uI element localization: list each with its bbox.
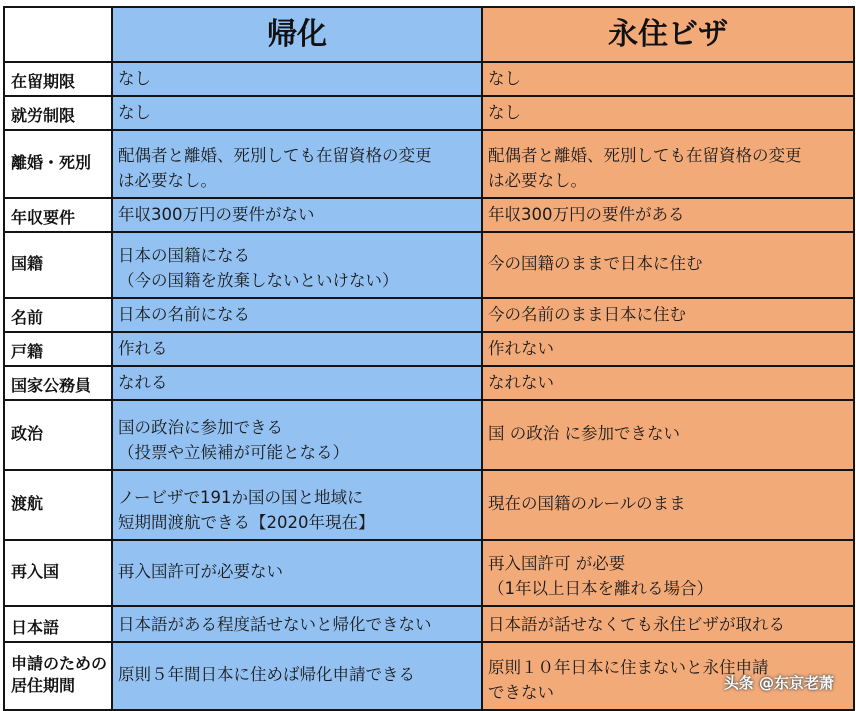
permanent-visa-value: 配偶者と離婚、死別しても在留資格の変更 は必要なし。 xyxy=(488,145,802,191)
naturalization-cell xyxy=(112,62,482,96)
row-label-cell xyxy=(4,232,112,298)
row-label: 年収要件 xyxy=(11,208,76,228)
permanent-visa-value: 国 の政治 に参加できない xyxy=(488,423,680,443)
naturalization-cell xyxy=(112,332,482,366)
row-label: 国籍 xyxy=(11,254,44,274)
header-row xyxy=(4,7,854,62)
row-label-cell xyxy=(4,62,112,96)
row-label-cell xyxy=(4,96,112,130)
table-row xyxy=(4,198,854,232)
permanent-visa-cell xyxy=(482,470,854,540)
row-label-cell xyxy=(4,400,112,470)
permanent-visa-value: 年収300万円の要件がある xyxy=(488,205,685,225)
permanent-visa-title: 永住ビザ xyxy=(608,17,728,52)
permanent-visa-value: 現在の国籍のルールのまま xyxy=(488,493,686,513)
row-label: 政治 xyxy=(11,424,44,444)
permanent-visa-value: 原則１０年日本に住まないと永住申請 できない xyxy=(488,657,769,703)
naturalization-cell xyxy=(112,298,482,332)
naturalization-value: 原則５年間日本に住めば帰化申請できる xyxy=(118,664,415,684)
row-label: 渡航 xyxy=(11,494,44,514)
naturalization-value: ノービザで191か国の国と地域に 短期間渡航できる【2020年現在】 xyxy=(118,487,375,533)
permanent-visa-cell xyxy=(482,540,854,606)
naturalization-cell xyxy=(112,642,482,710)
naturalization-value: なれる xyxy=(118,373,168,393)
table-row xyxy=(4,232,854,298)
permanent-visa-cell xyxy=(482,198,854,232)
row-label: 戸籍 xyxy=(11,342,44,362)
permanent-visa-value: 再入国許可 が必要 （1年以上日本を離れる場合） xyxy=(488,553,713,599)
permanent-visa-cell xyxy=(482,130,854,198)
row-label-cell xyxy=(4,130,112,198)
permanent-visa-cell xyxy=(482,298,854,332)
row-label-cell xyxy=(4,606,112,642)
row-label-cell xyxy=(4,470,112,540)
naturalization-title: 帰化 xyxy=(267,17,327,52)
naturalization-value: なし xyxy=(118,103,151,123)
naturalization-cell xyxy=(112,96,482,130)
naturalization-value: 日本の名前になる xyxy=(118,305,250,325)
naturalization-value: 作れる xyxy=(118,339,168,359)
naturalization-cell xyxy=(112,198,482,232)
header-blank-cell xyxy=(4,7,112,62)
permanent-visa-value: 日本語が話せなくても永住ビザが取れる xyxy=(488,615,785,635)
naturalization-cell xyxy=(112,400,482,470)
row-label: 申請のための居住期間 xyxy=(11,654,108,695)
naturalization-value: 配偶者と離婚、死別しても在留資格の変更 は必要なし。 xyxy=(118,145,432,191)
permanent-visa-value: 作れない xyxy=(488,339,554,359)
permanent-visa-value: なし xyxy=(488,103,521,123)
permanent-visa-value: なし xyxy=(488,69,521,89)
permanent-visa-cell xyxy=(482,400,854,470)
naturalization-cell xyxy=(112,470,482,540)
naturalization-value: 年収300万円の要件がない xyxy=(118,205,315,225)
naturalization-value: 日本の国籍になる （今の国籍を放棄しないといけない） xyxy=(118,245,399,291)
row-label-cell xyxy=(4,198,112,232)
row-label-cell xyxy=(4,366,112,400)
table-row xyxy=(4,366,854,400)
table-row xyxy=(4,332,854,366)
table-row xyxy=(4,606,854,642)
naturalization-value: 国の政治に参加できる （投票や立候補が可能となる） xyxy=(118,417,349,463)
permanent-visa-value: なれない xyxy=(488,373,554,393)
permanent-visa-value: 今の名前のまま日本に住む xyxy=(488,305,686,325)
naturalization-cell xyxy=(112,130,482,198)
row-label-cell xyxy=(4,540,112,606)
row-label-cell xyxy=(4,298,112,332)
naturalization-cell xyxy=(112,366,482,400)
naturalization-value: 再入国許可が必要ない xyxy=(118,561,283,581)
table-row xyxy=(4,470,854,540)
permanent-visa-value: 今の国籍のままで日本に住む xyxy=(488,253,703,273)
row-label-cell xyxy=(4,642,112,710)
naturalization-cell xyxy=(112,540,482,606)
row-label: 日本語 xyxy=(11,618,60,638)
header-naturalization xyxy=(112,7,482,62)
naturalization-cell xyxy=(112,232,482,298)
permanent-visa-cell xyxy=(482,332,854,366)
naturalization-value: 日本語がある程度話せないと帰化できない xyxy=(118,615,432,635)
watermark: 头条 @东京老萧 xyxy=(723,674,834,692)
row-label: 国家公務員 xyxy=(11,376,92,396)
permanent-visa-cell xyxy=(482,366,854,400)
comparison-table xyxy=(3,6,855,711)
row-label: 名前 xyxy=(11,308,44,328)
row-label: 在留期限 xyxy=(11,72,76,92)
table-row xyxy=(4,400,854,470)
permanent-visa-cell xyxy=(482,62,854,96)
naturalization-value: なし xyxy=(118,69,151,89)
row-label: 再入国 xyxy=(11,562,60,582)
table-row xyxy=(4,130,854,198)
table-row xyxy=(4,96,854,130)
naturalization-cell xyxy=(112,606,482,642)
table-row xyxy=(4,298,854,332)
header-permanent-visa xyxy=(482,7,854,62)
permanent-visa-cell xyxy=(482,232,854,298)
table-row xyxy=(4,62,854,96)
row-label-cell xyxy=(4,332,112,366)
table-row xyxy=(4,540,854,606)
row-label: 離婚・死別 xyxy=(11,153,92,173)
permanent-visa-cell xyxy=(482,606,854,642)
permanent-visa-cell xyxy=(482,96,854,130)
row-label: 就労制限 xyxy=(11,106,76,126)
